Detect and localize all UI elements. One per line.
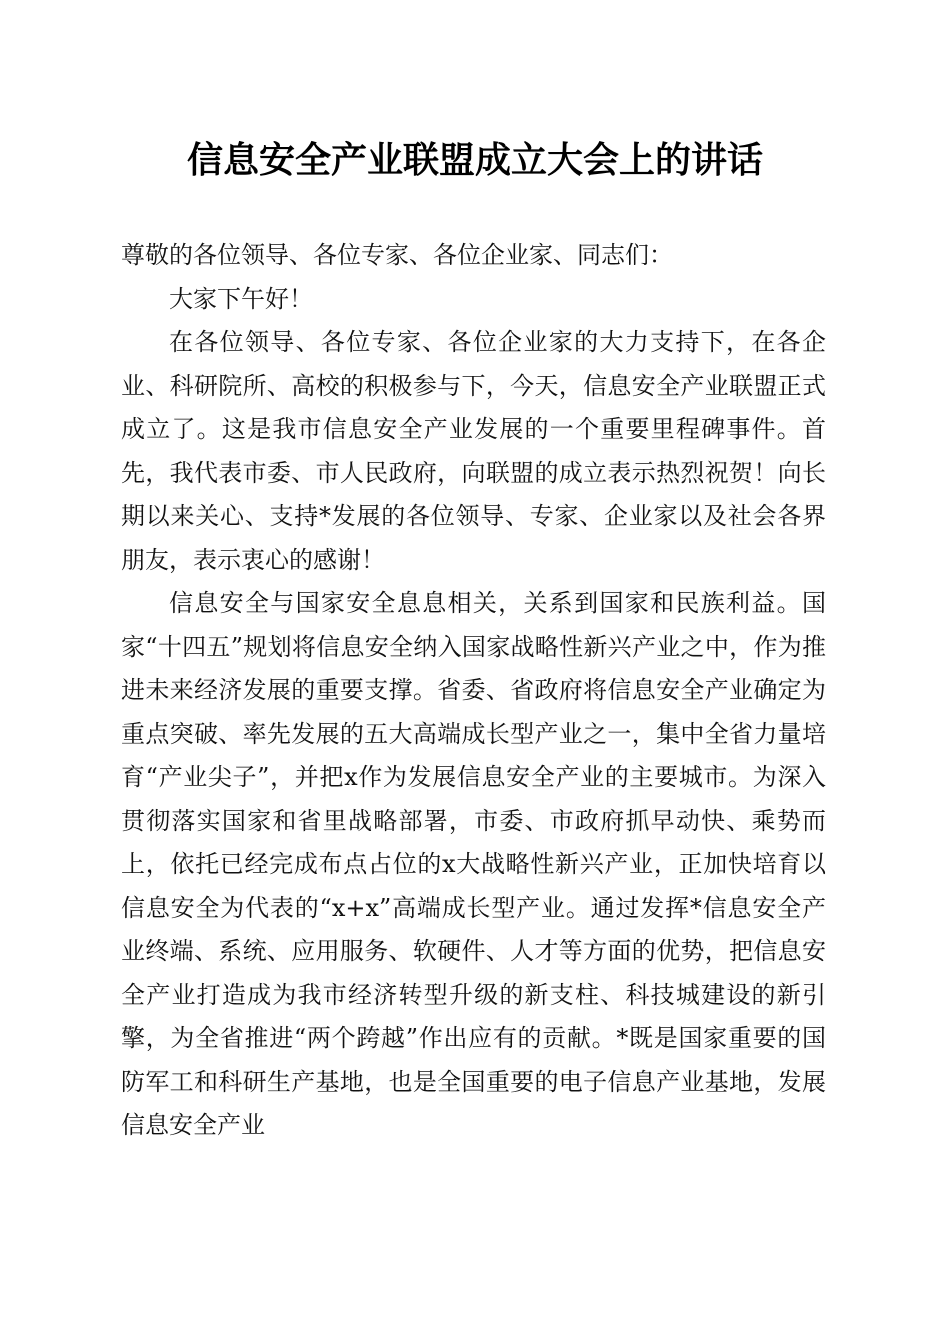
document-title: 信息安全产业联盟成立大会上的讲话 xyxy=(186,139,763,181)
salutation: 尊敬的各位领导、各位专家、各位企业家、同志们： xyxy=(121,241,673,269)
paragraph: 在各位领导、各位专家、各位企业家的大力支持下，在各企业、科研院所、高校的积极参与下，今天，信息安全产业联盟正式成立了。这是我市信息安全产业发展的一个重要里程碑事件。首先，我代表市委、市人民政府，向联盟的成立表示热烈祝贺！向长期以来关心、支持*发展的各位领导、专家、企业家以及社会各界朋友，表示衷心的感谢！ xyxy=(121,328,826,574)
paragraph: 信息安全与国家安全息息相关，关系到国家和民族利益。国家“十四五”规划将信息安全纳入国家战略性新兴产业之中，作为推进未来经济发展的重要支撑。省委、省政府将信息安全产业确定为重点突破、率先发展的五大高端成长型产业之一，集中全省力量培育“产业尖子”，并把x作为发展信息安全产业的主要城市。为深入贯彻落实国家和省里战略部署，市委、市政府抓早动快、乘势而上，依托已经完成布点占位的x大战略性新兴产业，正加快培育以信息安全为代表的“x+x”高端成长型产业。通过发挥*信息安全产业终端、系统、应用服务、软硬件、人才等方面的优势，把信息安全产业打造成为我市经济转型升级的新支柱、科技城建设的新引擎，为全省推进“两个跨越”作出应有的贡献。*既是国家重要的国防军工和科研生产基地，也是全国重要的电子信息产业基地，发展信息安全产业 xyxy=(121,589,826,1139)
document-body xyxy=(121,234,826,1148)
greeting: 大家下午好！ xyxy=(169,284,313,313)
